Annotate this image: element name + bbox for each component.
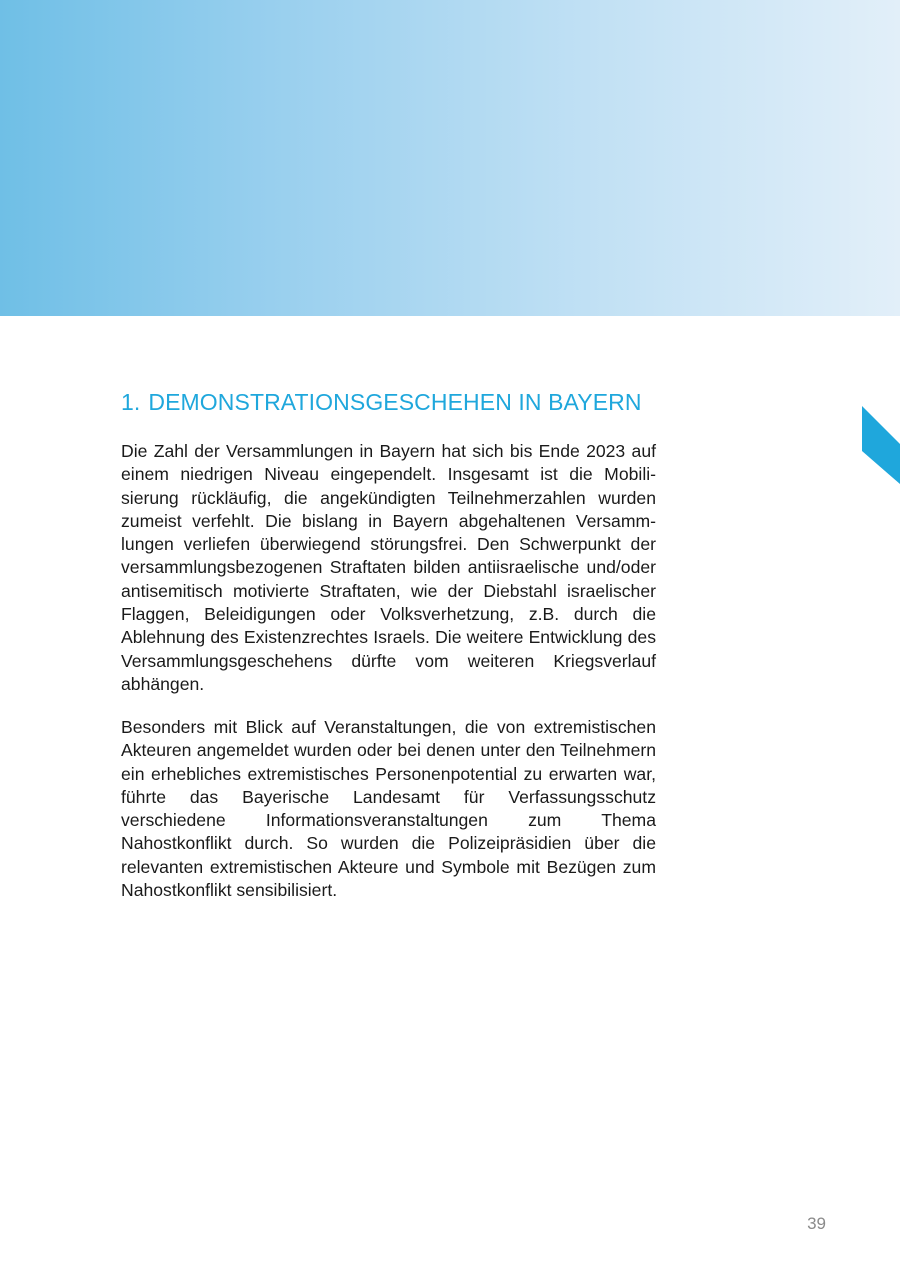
section-number: 1.	[121, 389, 141, 415]
chapter-tab-shape	[862, 406, 900, 484]
page-number: 39	[807, 1214, 826, 1233]
section-title: DEMONSTRATIONSGESCHEHEN IN BAYERN	[148, 389, 642, 415]
body-paragraph-2: Besonders mit Blick auf Veranstaltungen, die von extremistischen Akteuren angemeldet wurden oder bei denen unter den Teilnehmern ein erhebliches extremistisches Personenpotential zu erwarten war, führte das Bayerische Landesamt für Verfassungsschutz verschiedene Informationsveranstaltungen zum Thema Nahostkonflikt durch. So wurden die Polizeipräsidien über die relevanten extremistischen Akteure und Symbole mit Bezügen zum Nahostkonflikt sensibilisiert.	[121, 717, 656, 901]
section-heading	[121, 389, 681, 416]
header-gradient-banner	[0, 0, 900, 316]
chapter-tab-marker	[862, 406, 900, 484]
body-paragraph-1: Die Zahl der Versammlungen in Bayern hat sich bis Ende 2023 auf einem niedrigen Niveau eingependelt. Insgesamt ist die Mobilisierung rückläufig, die angekündigten Teilnehmerzahlen wurden zumeist verfehlt. Die bislang in Bayern abgehaltenen Versammlungen verliefen überwiegend störungsfrei. Den Schwerpunkt der versammlungsbezogenen Straftaten bilden antiisraelische und/oder antisemitisch motivierte Straftaten, wie der Diebstahl israelischer Flaggen, Beleidigungen oder Volksverhetzung, z.B. durch die Ablehnung des Existenzrechtes Israels. Die weitere Entwicklung des Versammlungsgeschehens dürfte vom weiteren Kriegsverlauf abhängen.	[121, 441, 656, 694]
